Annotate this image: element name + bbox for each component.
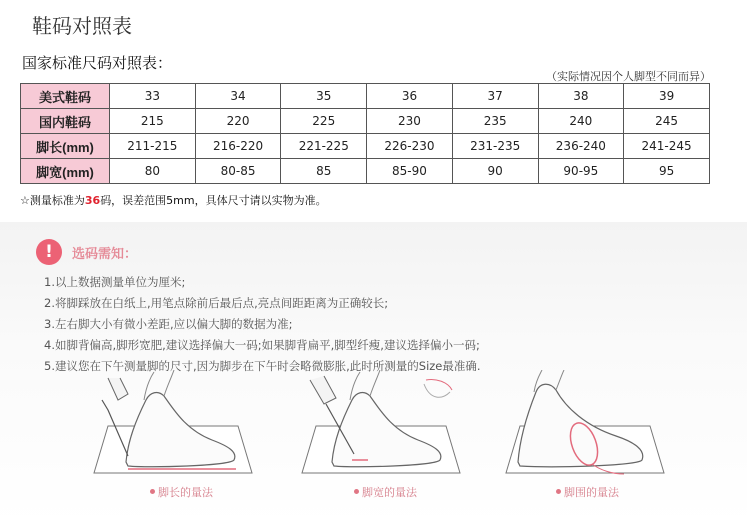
page-title: 鞋码对照表	[32, 14, 132, 38]
size-chart-table	[20, 83, 710, 184]
note-suffix: 码，误差范围5mm，具体尺寸请以实物为准。	[100, 194, 327, 207]
caption-foot-width	[354, 484, 417, 500]
table-row-cn-size	[21, 109, 710, 134]
table-cell: 211-215	[110, 134, 196, 159]
table-cell: 95	[624, 159, 710, 184]
foot-width-illustration	[296, 370, 466, 480]
table-cell: 90-95	[538, 159, 624, 184]
table-cell: 39	[624, 84, 710, 109]
table-cell: 226-230	[367, 134, 453, 159]
bullet-dot-icon	[150, 489, 155, 494]
measurement-note	[20, 192, 327, 208]
foot-girth-illustration	[500, 370, 670, 480]
list-item: 3.左右脚大小有微小差距,应以偏大脚的数据为准;	[44, 317, 293, 331]
bullet-dot-icon	[556, 489, 561, 494]
caption-text: 脚围的量法	[564, 486, 619, 499]
table-cell: 80-85	[195, 159, 281, 184]
table-cell: 85-90	[367, 159, 453, 184]
caption-text: 脚宽的量法	[362, 486, 417, 499]
table-cell: 215	[110, 109, 196, 134]
table-cell: 235	[452, 109, 538, 134]
table-cell: 231-235	[452, 134, 538, 159]
note-prefix: ☆测量标准为	[20, 194, 85, 207]
note-highlight-size: 36	[84, 194, 101, 207]
table-cell: 225	[281, 109, 367, 134]
row-header: 美式鞋码	[21, 84, 110, 109]
list-item: 1.以上数据测量单位为厘米;	[44, 275, 186, 289]
table-cell: 36	[367, 84, 453, 109]
bullet-dot-icon	[354, 489, 359, 494]
row-header: 脚长(mm)	[21, 134, 110, 159]
table-cell: 236-240	[538, 134, 624, 159]
table-cell: 85	[281, 159, 367, 184]
table-cell: 38	[538, 84, 624, 109]
table-cell: 240	[538, 109, 624, 134]
table-subtitle: 国家标准尺码对照表：	[22, 54, 173, 72]
table-row-us-size	[21, 84, 710, 109]
notice-title: 选码需知：	[72, 247, 138, 262]
table-cell: 90	[452, 159, 538, 184]
caption-foot-girth	[556, 484, 619, 500]
table-cell: 221-225	[281, 134, 367, 159]
table-row-foot-width	[21, 159, 710, 184]
table-cell: 241-245	[624, 134, 710, 159]
table-cell: 245	[624, 109, 710, 134]
row-header: 脚宽(mm)	[21, 159, 110, 184]
list-item: 2.将脚踩放在白纸上,用笔点除前后最后点,亮点间距距离为正确较长;	[44, 296, 389, 310]
table-cell: 80	[110, 159, 196, 184]
table-cell: 216-220	[195, 134, 281, 159]
fit-disclaimer: （实际情况因个人脚型不同而异）	[546, 70, 711, 83]
table-cell: 34	[195, 84, 281, 109]
table-cell: 37	[452, 84, 538, 109]
row-header: 国内鞋码	[21, 109, 110, 134]
caption-foot-length	[150, 484, 213, 500]
list-item: 4.如脚背偏高,脚形宽肥,建议选择偏大一码;如果脚背扁平,脚型纤瘦,建议选择偏小一码;	[44, 338, 480, 352]
foot-length-illustration	[88, 370, 258, 480]
notice-list	[44, 272, 481, 377]
table-cell: 33	[110, 84, 196, 109]
caption-text: 脚长的量法	[158, 486, 213, 499]
table-cell: 220	[195, 109, 281, 134]
exclamation-icon: !	[36, 239, 62, 265]
list-item: 5.建议您在下午测量脚的尺寸,因为脚步在下午时会略微膨胀,此时所测量的Size最准确.	[44, 359, 481, 373]
table-row-foot-length	[21, 134, 710, 159]
table-cell: 230	[367, 109, 453, 134]
table-cell: 35	[281, 84, 367, 109]
